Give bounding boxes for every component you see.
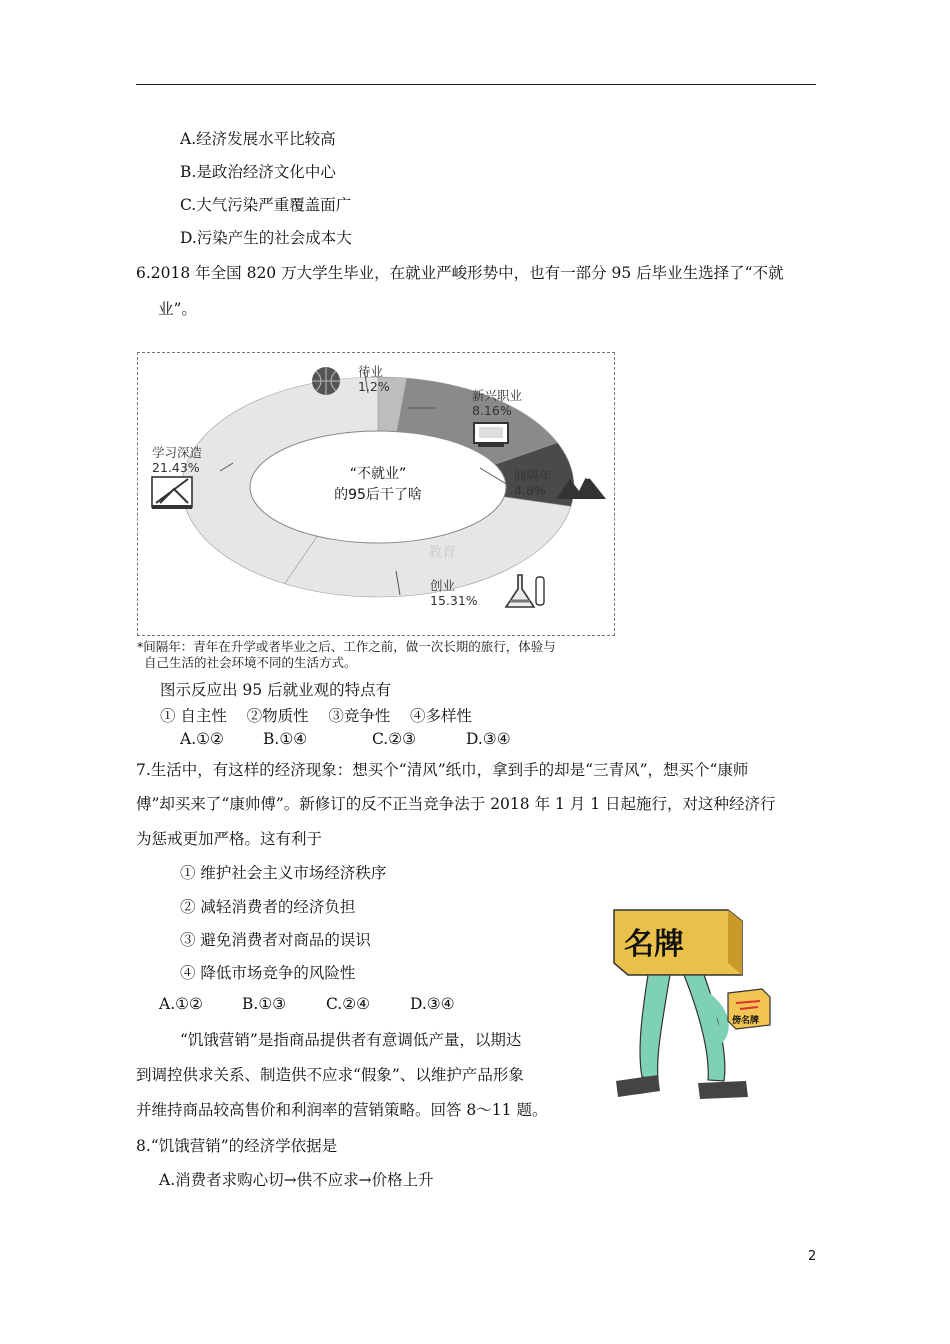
hunger-line3: 并维持商品较高售价和利润率的营销策略。回答 8～11 题。 bbox=[136, 1101, 548, 1119]
center-line1: “不就业” bbox=[349, 466, 407, 482]
q6-stem-line2: 业”。 bbox=[158, 300, 197, 318]
q7-stem-line3: 为惩戒更加严格。这有利于 bbox=[136, 830, 323, 848]
q7-option-b: B.①③ bbox=[242, 995, 287, 1013]
chart-frame bbox=[137, 352, 615, 636]
q7-option-d: D.③④ bbox=[410, 995, 455, 1013]
hunger-line2: 到调控供求关系、制造供不应求“假象”、以维护产品形象 bbox=[136, 1066, 524, 1084]
page-number: 2 bbox=[808, 1249, 817, 1264]
q8-option-a: A.消费者求购心切→供不应求→价格上升 bbox=[159, 1171, 434, 1189]
basketball-icon bbox=[312, 367, 340, 395]
donut-chart bbox=[138, 353, 614, 635]
q7-item-4: ④ 降低市场竞争的风险性 bbox=[180, 964, 356, 982]
big-box-text: 名牌 bbox=[624, 927, 684, 962]
q7-option-c: C.②④ bbox=[326, 995, 371, 1013]
label-chuangye: 创业 bbox=[430, 578, 456, 593]
q5-option-c: C.大气污染严重覆盖面广 bbox=[180, 196, 352, 214]
value-xuexi: 21.43% bbox=[152, 460, 200, 475]
value-jiange: 4.8% bbox=[514, 483, 546, 498]
q6-option-c: C.②③ bbox=[372, 730, 417, 748]
q6-option-b: B.①④ bbox=[263, 730, 308, 748]
header-rule bbox=[136, 84, 816, 85]
q7-item-1: ① 维护社会主义市场经济秩序 bbox=[180, 864, 387, 882]
q7-stem-line1: 7.生活中，有这样的经济现象：想买个“清风”纸巾，拿到手的却是“三青风”，想买个“康师 bbox=[136, 761, 749, 779]
chart-note-line2: 自己生活的社会环境不同的生活方式。 bbox=[144, 655, 357, 670]
small-box-text: 傍名牌 bbox=[732, 1016, 760, 1026]
q6-stem-line1: 6.2018 年全国 820 万大学生毕业，在就业严峻形势中，也有一部分 95 后毕业生选择了“不就 bbox=[136, 264, 784, 282]
label-xinxing: 新兴职业 bbox=[472, 388, 523, 403]
label-xuexi: 学习深造 bbox=[152, 445, 203, 460]
flask-icon bbox=[506, 575, 544, 607]
chart-note-line1: *间隔年：青年在升学或者毕业之后、工作之前，做一次长期的旅行，体验与 bbox=[137, 639, 556, 654]
value-daiye: 1.2% bbox=[358, 379, 390, 394]
q7-item-3: ③ 避免消费者对商品的误识 bbox=[180, 931, 371, 949]
watermark: 教育 bbox=[428, 545, 456, 561]
q6-option-d: D.③④ bbox=[466, 730, 511, 748]
q7-option-a: A.①② bbox=[159, 995, 203, 1013]
value-xinxing: 8.16% bbox=[472, 403, 512, 418]
label-jiange: 间隔年 bbox=[514, 468, 552, 483]
hunger-line1: “饥饿营销”是指商品提供者有意调低产量，以期达 bbox=[180, 1031, 522, 1049]
q8-stem: 8.“饥饿营销”的经济学依据是 bbox=[136, 1137, 338, 1155]
computer-icon bbox=[474, 423, 508, 447]
q5-option-a: A.经济发展水平比较高 bbox=[180, 130, 336, 148]
center-line2: 的95后干了啥 bbox=[334, 487, 422, 503]
brand-cartoon bbox=[600, 905, 832, 1105]
q5-option-d: D.污染产生的社会成本大 bbox=[180, 229, 352, 247]
q7-item-2: ② 减轻消费者的经济负担 bbox=[180, 898, 356, 916]
value-chuangye: 15.31% bbox=[430, 593, 478, 608]
q7-stem-line2: 傅”却买来了“康帅傅”。新修订的反不正当竞争法于 2018 年 1 月 1 日起施行，对这种经济行 bbox=[136, 795, 776, 813]
label-daiye: 待业 bbox=[358, 364, 384, 379]
q6-prompt: 图示反应出 95 后就业观的特点有 bbox=[160, 681, 392, 699]
q6-items: ① 自主性 ②物质性 ③竞争性 ④多样性 bbox=[160, 707, 473, 725]
study-tools-icon bbox=[152, 477, 192, 509]
q6-option-a: A.①② bbox=[180, 730, 224, 748]
q5-option-b: B.是政治经济文化中心 bbox=[180, 163, 336, 181]
